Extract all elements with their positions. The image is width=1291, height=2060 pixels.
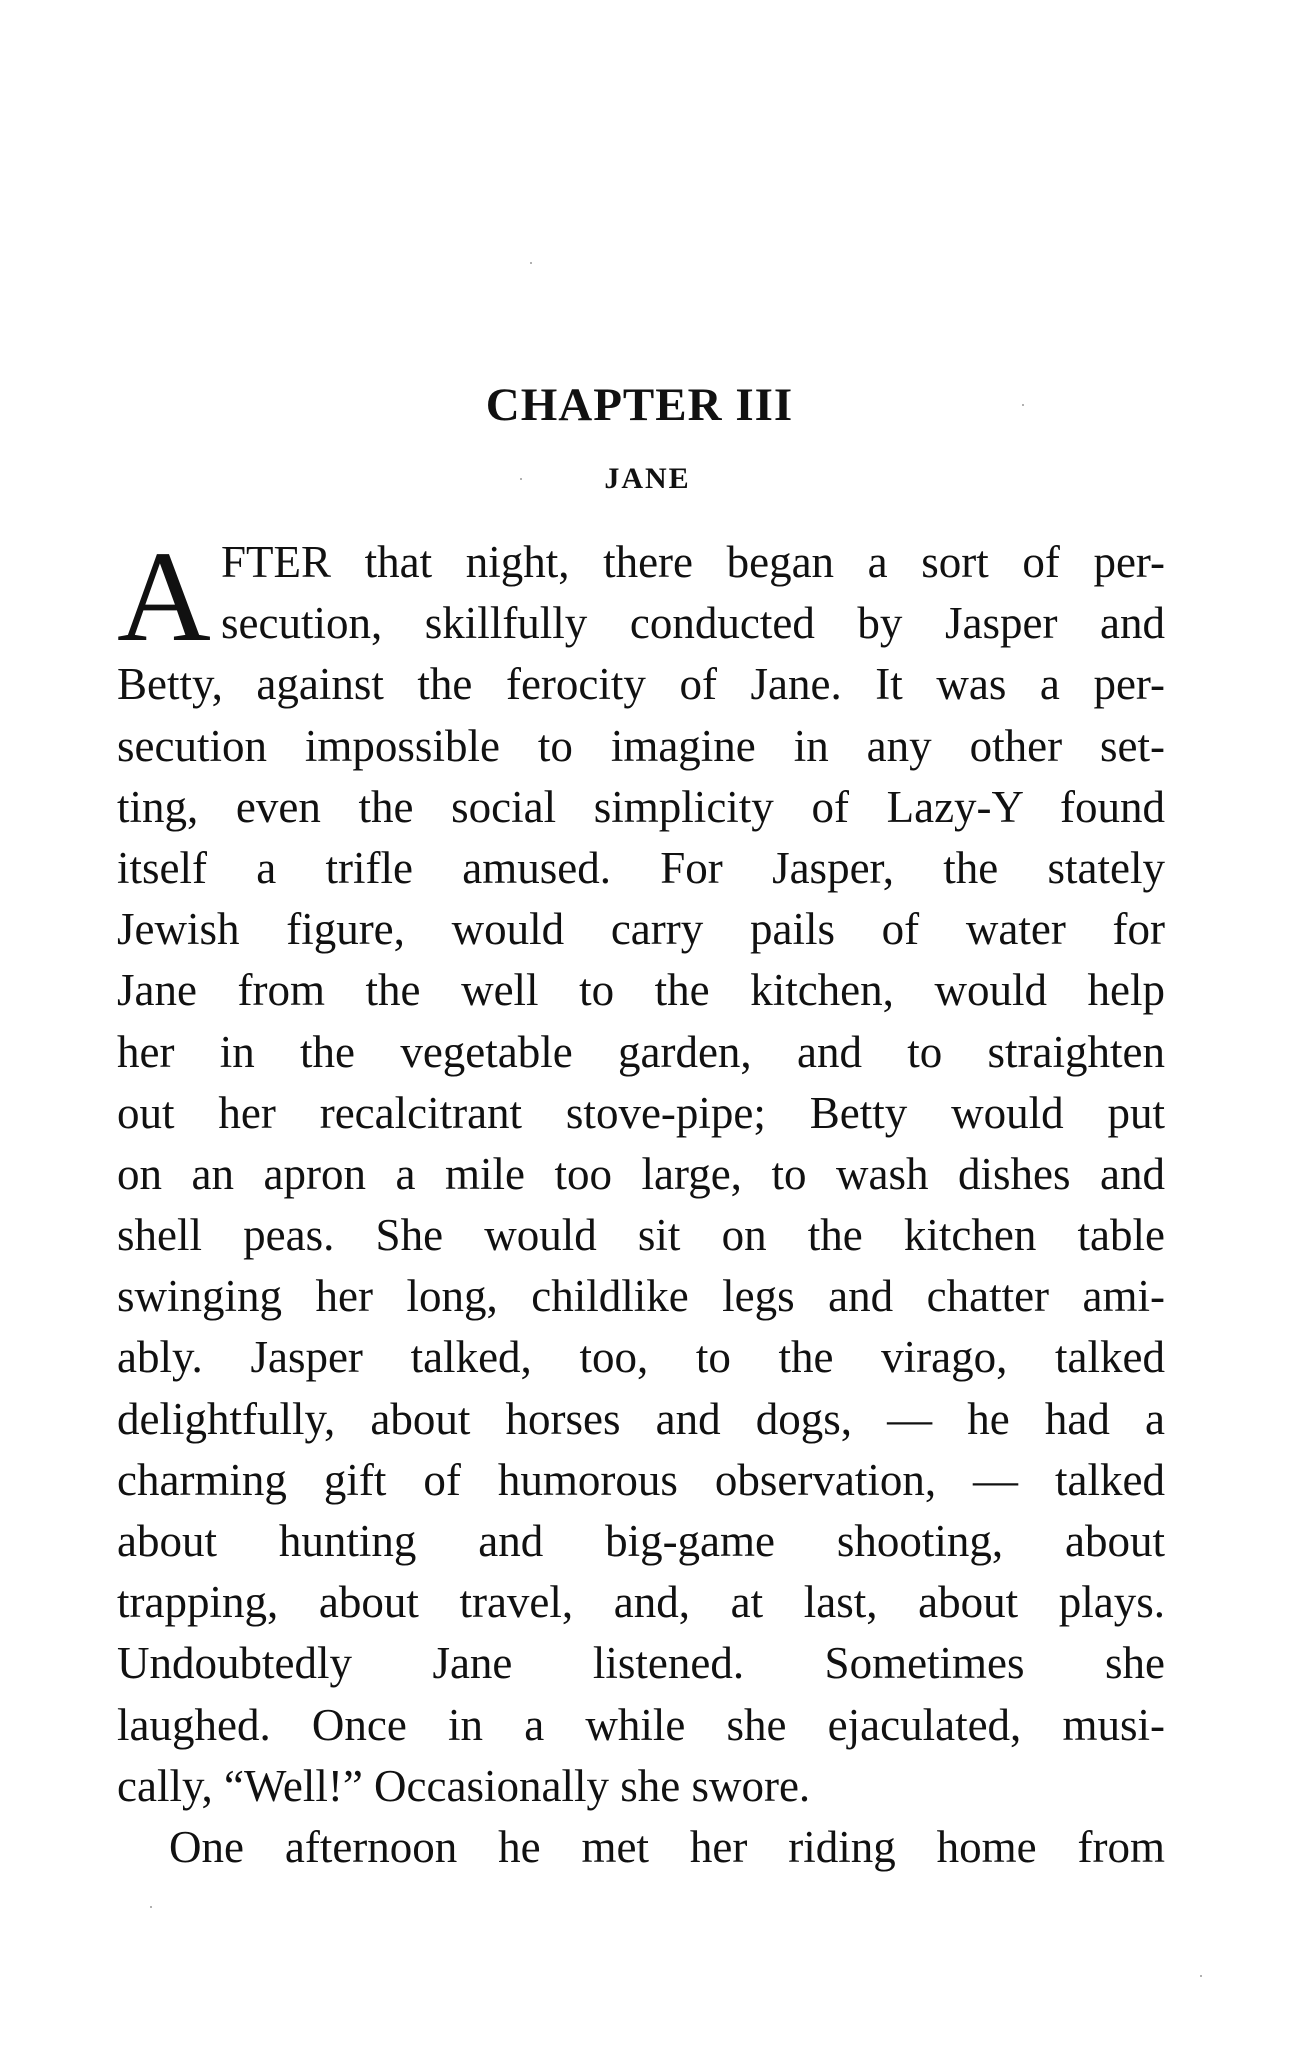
text-line: One afternoon he met her riding home from — [169, 1821, 1165, 1872]
text-line: cally, “Well!” Occasionally she swore. — [117, 1760, 811, 1811]
text-line: her in the vegetable garden, and to straighten — [117, 1026, 1165, 1077]
paragraph-1 — [117, 525, 1165, 1817]
paper-speck — [1022, 404, 1024, 406]
text-line: about hunting and big-game shooting, about — [117, 1516, 1165, 1566]
text-line: ably. Jasper talked, too, to the virago, talked — [117, 1332, 1165, 1383]
text-line: itself a trifle amused. For Jasper, the stately — [117, 842, 1165, 893]
text-line: swinging her long, childlike legs and chatter ami- — [117, 1271, 1165, 1322]
chapter-title: JANE — [604, 462, 691, 495]
text-line: trapping, about travel, and, at last, about plays. — [117, 1577, 1165, 1628]
text-line: Undoubtedly Jane listened. Sometimes she — [117, 1638, 1165, 1689]
text-line: charming gift of humorous observation, — talked — [117, 1454, 1165, 1505]
paper-speck — [530, 262, 532, 264]
text-line: Betty, against the ferocity of Jane. It was a per- — [117, 659, 1165, 710]
text-line: secution impossible to imagine in any other set- — [117, 720, 1165, 771]
text-line: FTER that night, there began a sort of per- — [221, 537, 1165, 587]
text-line: delightfully, about horses and dogs, — he had a — [117, 1393, 1165, 1444]
text-line: on an apron a mile too large, to wash dishes and — [117, 1148, 1165, 1199]
drop-cap: A — [117, 525, 211, 669]
text-line: secution, skillfully conducted by Jasper and — [221, 598, 1165, 649]
paper-speck — [1200, 1975, 1202, 1977]
paper-speck — [520, 478, 522, 480]
text-line: out her recalcitrant stove-pipe; Betty would put — [117, 1087, 1165, 1138]
text-line: shell peas. She would sit on the kitchen table — [117, 1210, 1165, 1261]
text-line: ting, even the social simplicity of Lazy-Y found — [117, 781, 1165, 832]
text-line: Jewish figure, would carry pails of water for — [117, 904, 1165, 955]
body-text — [117, 525, 1165, 1878]
text-line: Jane from the well to the kitchen, would help — [117, 965, 1165, 1016]
paper-speck — [150, 1906, 152, 1908]
text-line: laughed. Once in a while she ejaculated, musi- — [117, 1699, 1165, 1750]
chapter-heading: CHAPTER III — [485, 379, 794, 431]
paragraph-2 — [117, 1817, 1165, 1878]
